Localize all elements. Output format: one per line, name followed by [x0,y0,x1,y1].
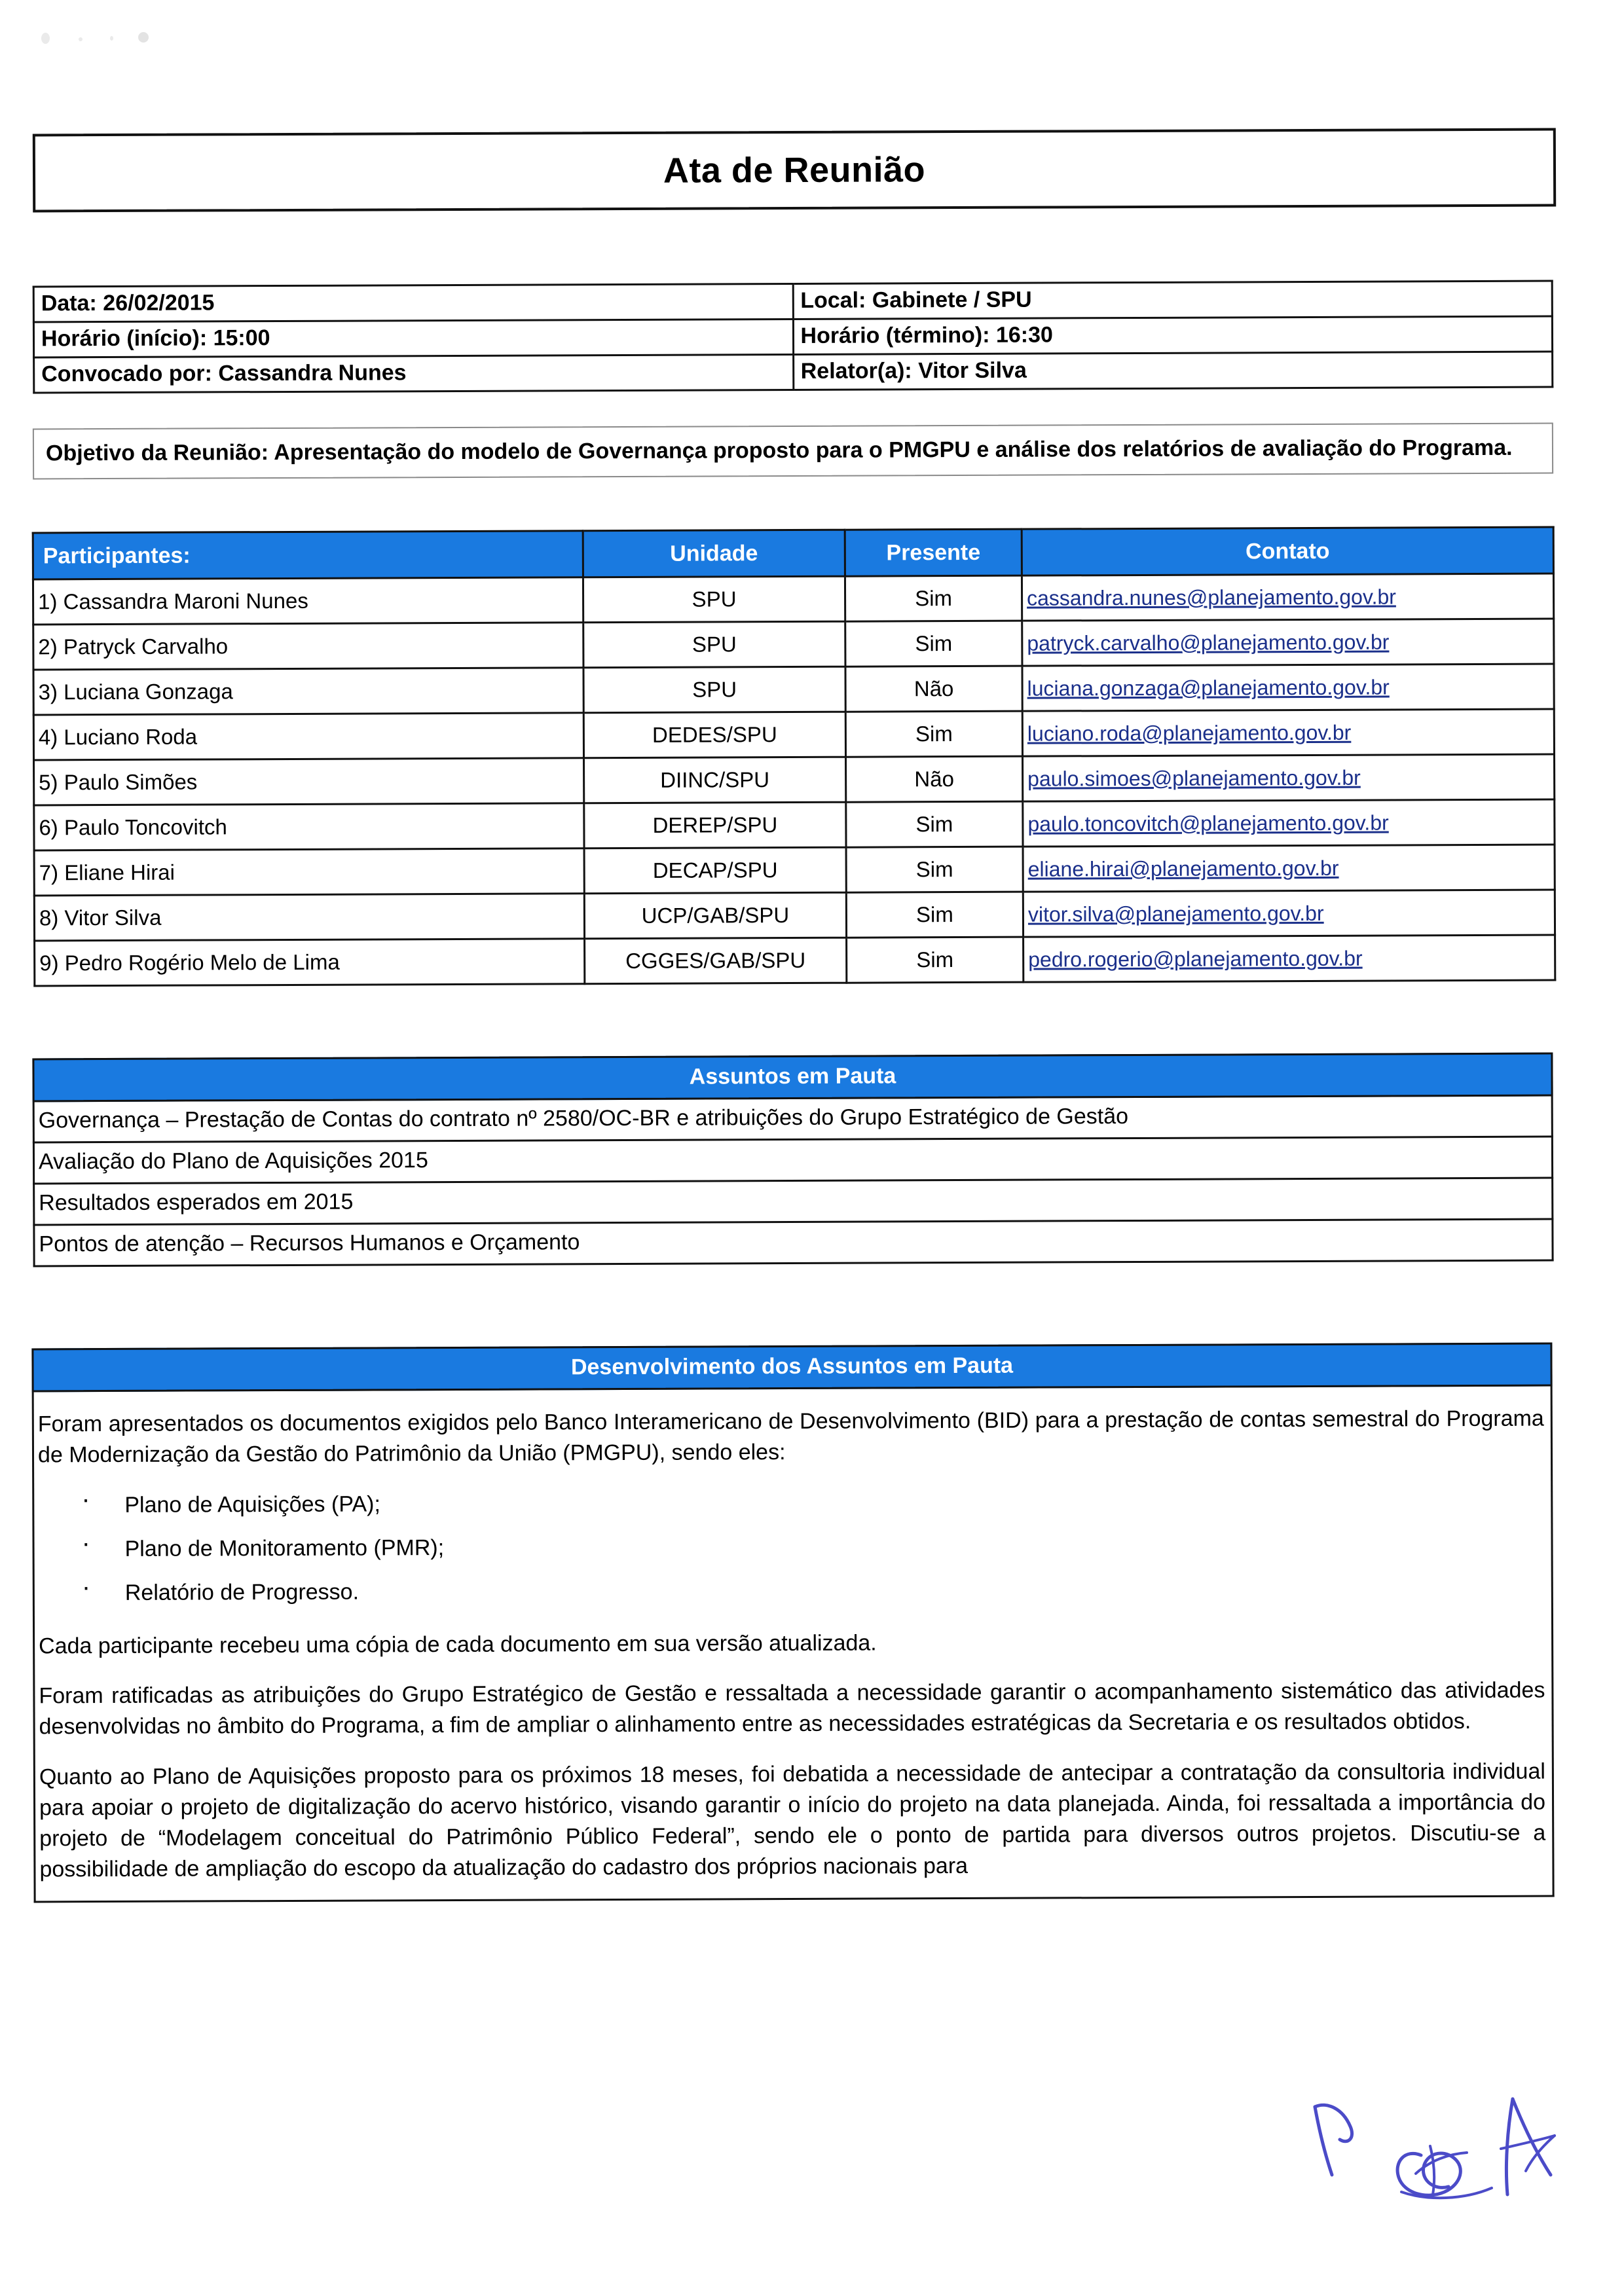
participant-unit: SPU [583,666,845,713]
table-row [34,754,1555,805]
meeting-end-time: Horário (término): 16:30 [793,316,1553,354]
participant-name: 5) Paulo Simões [34,758,584,805]
participant-unit: DIINC/SPU [584,757,846,803]
scan-artifact [79,37,83,41]
development-paragraph: Quanto ao Plano de Aquisições proposto para os próximos 18 meses, foi debatida a necessidade de antecipar a contratação da consultoria individual para apoiar o projeto de digitalização do acervo histórico, visando garantir o início do projeto na data planejada. Ainda, foi ressaltada a importância do projeto de “Modelagem conceitual do Patrimônio Público Federal”, sendo ele o ponto de partida para diversos outros projetos. Discutiu-se a possibilidade de ampliação do escopo da atualização do cadastro dos próprios nacionais para [39,1758,1546,1882]
participant-present: Sim [846,847,1023,892]
participant-name: 4) Luciano Roda [33,713,583,760]
participant-unit: DEREP/SPU [584,802,846,848]
participant-contact [1023,754,1555,801]
participant-name: 9) Pedro Rogério Melo de Lima [35,939,585,986]
meeting-objective-box [33,423,1553,480]
meeting-date: Data: 26/02/2015 [33,284,793,322]
table-row [33,619,1554,670]
participant-present: Sim [847,937,1024,983]
development-paragraph: Foram apresentados os documentos exigidos pelo Banco Interamericano de Desenvolvimento (BID) para a prestação de contas semestral do Programa de Modernização da Gestão do Patrimônio da União (PMGPU), sendo eles: [37,1406,1544,1468]
participant-contact [1022,664,1554,711]
list-item: · Relatório de Progresso. [82,1572,1545,1608]
participant-name: 3) Luciana Gonzaga [33,668,583,715]
agenda-item: Avaliação do Plano de Aquisições 2015 [33,1138,1553,1185]
meeting-convener: Convocado por: Cassandra Nunes [34,354,794,392]
email-link[interactable]: luciana.gonzaga@planejamento.gov.br [1027,675,1390,701]
participant-present: Sim [846,892,1023,938]
participants-header-row [33,527,1553,579]
column-header-participantes: Participantes: [33,531,583,579]
email-link[interactable]: patryck.carvalho@planejamento.gov.br [1027,630,1390,655]
agenda-item: Pontos de atenção – Recursos Humanos e Orçamento [33,1220,1553,1267]
scan-artifact [110,36,113,41]
meeting-reporter: Relator(a): Vitor Silva [793,352,1553,390]
participant-name: 7) Eliane Hirai [34,848,584,896]
email-link[interactable]: luciano.roda@planejamento.gov.br [1027,720,1352,746]
development-banner: Desenvolvimento dos Assuntos em Pauta [31,1343,1552,1393]
table-row [34,890,1555,941]
table-row [33,574,1553,625]
participant-unit: CGGES/GAB/SPU [585,938,847,984]
column-header-contato: Contato [1022,527,1553,575]
development-paragraph: Cada participante recebeu uma cópia de cada documento em sua versão atualizada. [39,1630,877,1658]
participant-contact [1022,619,1554,666]
participant-unit: SPU [583,576,845,623]
participant-present: Sim [845,621,1022,666]
table-row [34,352,1553,393]
participant-contact [1022,574,1553,621]
handwritten-signature-icon [1205,2075,1611,2272]
participant-unit: DEDES/SPU [583,712,845,758]
participant-name: 1) Cassandra Maroni Nunes [33,577,583,625]
email-link[interactable]: paulo.simoes@planejamento.gov.br [1027,765,1361,791]
meeting-location: Local: Gabinete / SPU [793,281,1553,319]
participant-unit: SPU [583,621,845,668]
development-body [32,1387,1555,1903]
agenda-section [32,1053,1553,1267]
page-title: Ata de Reunião [663,150,926,191]
meeting-info-table [33,280,1554,394]
participant-unit: UCP/GAB/SPU [584,892,846,939]
participant-present: Não [845,666,1022,712]
document-title-box [33,128,1556,213]
list-item: · Plano de Aquisições (PA); [81,1484,1544,1520]
participant-contact [1023,890,1555,937]
participant-unit: DECAP/SPU [584,847,846,894]
participant-present: Não [846,756,1023,802]
table-row [34,845,1555,896]
agenda-banner: Assuntos em Pauta [32,1053,1553,1102]
email-link[interactable]: pedro.rogerio@planejamento.gov.br [1028,946,1363,972]
document-list [38,1484,1545,1609]
column-header-presente: Presente [845,529,1022,576]
participants-body [33,574,1555,986]
email-link[interactable]: vitor.silva@planejamento.gov.br [1027,901,1324,926]
participant-contact [1023,845,1555,892]
email-link[interactable]: cassandra.nunes@planejamento.gov.br [1027,585,1396,610]
participant-present: Sim [845,711,1022,757]
agenda-item: Governança – Prestação de Contas do contrato nº 2580/OC-BR e atribuições do Grupo Estratégico de Gestão [33,1097,1553,1144]
signature-area [1205,2075,1611,2272]
participant-contact [1024,935,1555,982]
agenda-item: Resultados esperados em 2015 [33,1179,1553,1226]
table-row [33,709,1554,760]
table-row [34,799,1555,850]
table-row [33,281,1552,322]
email-link[interactable]: paulo.toncovitch@planejamento.gov.br [1027,811,1389,836]
participants-table [32,526,1557,987]
meeting-objective-text: Objetivo da Reunião: Apresentação do modelo de Governança proposto para o PMGPU e análise dos relatórios de avaliação do Programa. [45,435,1513,466]
participant-present: Sim [846,801,1023,847]
participant-contact [1023,799,1555,847]
list-item: · Plano de Monitoramento (PMR); [81,1528,1544,1564]
table-row [35,935,1555,986]
scan-artifact [41,33,50,44]
scan-artifact [138,32,149,43]
participant-contact [1022,709,1554,756]
participant-present: Sim [845,575,1022,621]
email-link[interactable]: eliane.hirai@planejamento.gov.br [1027,856,1339,881]
meeting-start-time: Horário (início): 15:00 [33,319,793,357]
participant-name: 8) Vitor Silva [34,894,584,941]
participant-name: 2) Patryck Carvalho [33,623,583,670]
column-header-unidade: Unidade [583,530,845,577]
development-section [31,1343,1554,1903]
table-row [33,664,1554,715]
table-row [33,316,1552,357]
participant-name: 6) Paulo Toncovitch [34,803,584,850]
development-paragraph: Foram ratificadas as atribuições do Grupo Estratégico de Gestão e ressaltada a necessidade garantir o acompanhamento sistemático das atividades desenvolvidas no âmbito do Programa, a fim de ampliar o alinhamento entre as necessidades estratégicas da Secretaria e os resultados obtidos. [39,1678,1545,1740]
